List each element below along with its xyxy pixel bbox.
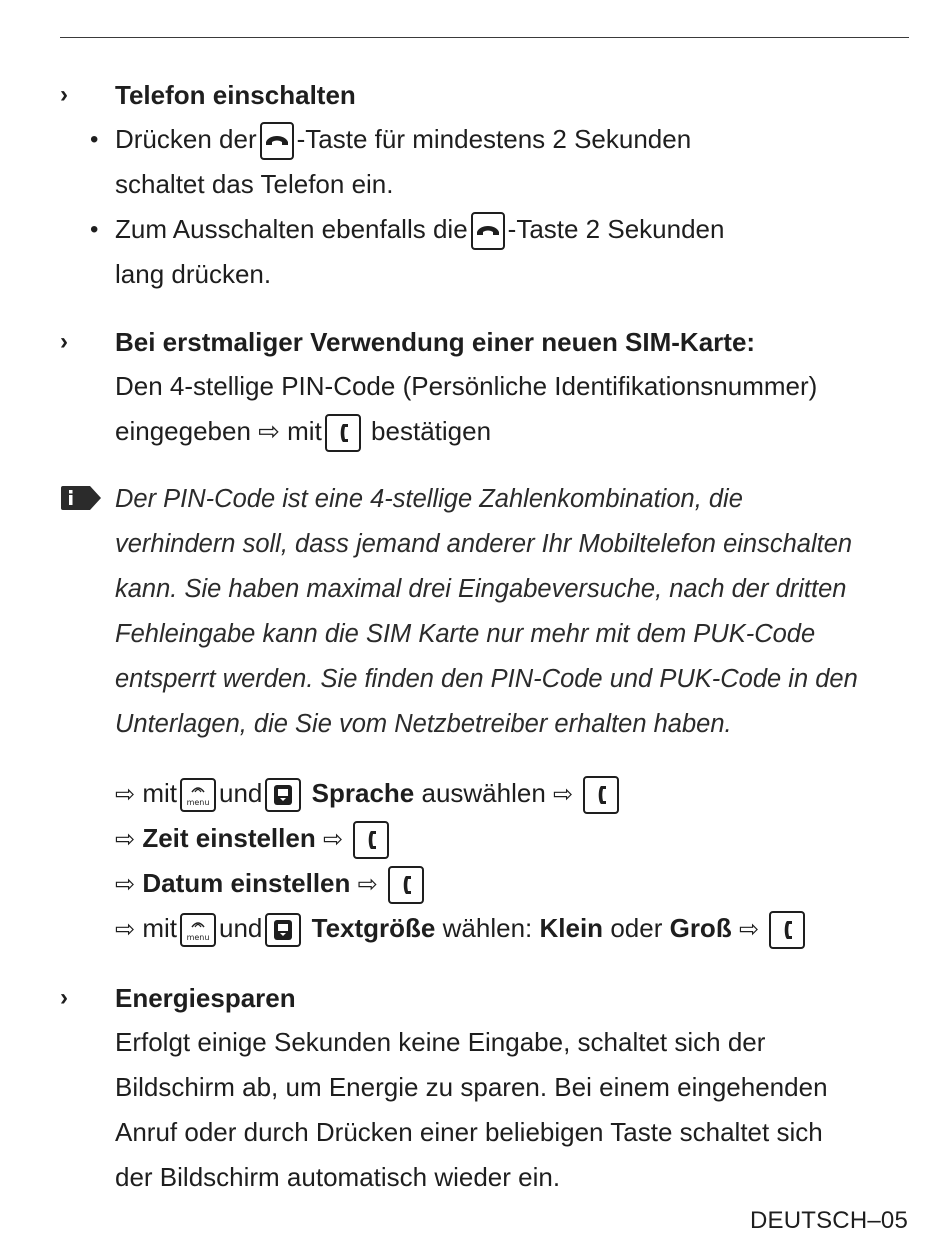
bullet-marker: • — [90, 216, 99, 243]
section-sim — [60, 320, 920, 454]
top-rule — [60, 37, 909, 38]
step-option: Groß — [669, 913, 732, 943]
arrow-icon: ⇨ — [553, 781, 574, 808]
chevron-right-icon: › — [60, 984, 68, 1011]
list-item — [90, 117, 920, 207]
body-text: bestätigen — [371, 416, 492, 446]
bullet-text: Zum Ausschalten ebenfalls die — [115, 214, 468, 244]
menu-key-icon — [180, 913, 216, 947]
menu-key-label: menu — [186, 933, 210, 943]
section-title: Bei erstmaliger Verwendung einer neuen SIM-Karte: — [115, 326, 756, 357]
bullet-marker: • — [90, 126, 99, 153]
chevron-right-icon: › — [60, 81, 68, 108]
step-bold: Zeit einstellen — [142, 823, 316, 853]
arrow-icon: ⇨ — [115, 871, 136, 898]
end-call-key-icon — [471, 212, 505, 250]
step-text-size — [115, 906, 915, 951]
call-key-icon — [353, 821, 389, 859]
section-title: Energiesparen — [115, 982, 296, 1013]
step-bold: Textgröße — [311, 913, 436, 943]
nav-key-icon — [265, 778, 301, 812]
step-text: wählen: — [442, 913, 533, 943]
info-text: entsperrt werden. Sie finden den PIN-Code und PUK-Code in den — [115, 665, 858, 693]
body-text: Anruf oder durch Drücken einer beliebigen Taste schaltet sich — [115, 1117, 823, 1147]
info-text: Fehleingabe kann die SIM Karte nur mehr mit dem PUK-Code — [115, 620, 816, 648]
body-text: Bildschirm ab, um Energie zu sparen. Bei einem eingehenden — [115, 1072, 828, 1102]
step-bold: Datum einstellen — [142, 868, 351, 898]
info-text: Der PIN-Code ist eine 4-stellige Zahlenkombination, die — [115, 485, 743, 513]
call-key-icon — [388, 866, 424, 904]
body-text: Den 4-stellige PIN-Code (Persönliche Identifikationsnummer) — [115, 371, 818, 401]
step-date — [115, 861, 915, 906]
setup-steps — [115, 771, 915, 951]
menu-key-icon — [180, 778, 216, 812]
step-time — [115, 816, 915, 861]
bullet-text: Drücken der — [115, 124, 257, 154]
arrow-icon: ⇨ — [115, 826, 136, 853]
info-text: Unterlagen, die Sie vom Netzbetreiber erhalten haben. — [115, 710, 732, 738]
bullet-text: lang drücken. — [115, 259, 272, 289]
list-item — [90, 207, 920, 297]
section-power — [60, 73, 920, 297]
step-text: auswählen — [421, 778, 546, 808]
section-energy — [60, 976, 920, 1200]
arrow-icon: ⇨ — [115, 916, 136, 943]
end-call-key-icon — [260, 122, 294, 160]
arrow-icon: ⇨ — [357, 871, 378, 898]
info-text: verhindern soll, dass jemand anderer Ihr Mobiltelefon einschalten — [115, 530, 853, 558]
step-option: Klein — [539, 913, 604, 943]
call-key-icon — [325, 414, 361, 452]
body-text: Erfolgt einige Sekunden keine Eingabe, schaltet sich der — [115, 1027, 766, 1057]
arrow-icon: ⇨ — [322, 826, 344, 853]
step-bold: Sprache — [311, 778, 415, 808]
call-key-icon — [769, 911, 805, 949]
bullet-text: -Taste für mindestens 2 Sekunden — [296, 124, 692, 154]
body-text: eingegeben ⇨ mit — [115, 416, 322, 446]
section-title: Telefon einschalten — [115, 79, 356, 110]
step-text: und — [219, 778, 263, 808]
menu-key-label: menu — [186, 798, 210, 808]
bullet-text: -Taste 2 Sekunden — [507, 214, 725, 244]
info-note — [60, 477, 910, 747]
arrow-icon: ⇨ — [738, 916, 760, 943]
page-number: DEUTSCH–05 — [749, 1207, 908, 1234]
bullet-text: schaltet das Telefon ein. — [115, 169, 394, 199]
info-text: kann. Sie haben maximal drei Eingabeversuche, nach der dritten — [115, 575, 847, 603]
step-text: mit — [142, 778, 178, 808]
call-key-icon — [583, 776, 619, 814]
chevron-right-icon: › — [60, 328, 68, 355]
step-text: mit — [142, 913, 178, 943]
step-text: oder — [610, 913, 663, 943]
info-icon — [60, 485, 102, 511]
nav-key-icon — [265, 913, 301, 947]
body-text: der Bildschirm automatisch wieder ein. — [115, 1162, 561, 1192]
arrow-icon: ⇨ — [115, 781, 136, 808]
step-text: und — [219, 913, 263, 943]
step-language — [115, 771, 915, 816]
